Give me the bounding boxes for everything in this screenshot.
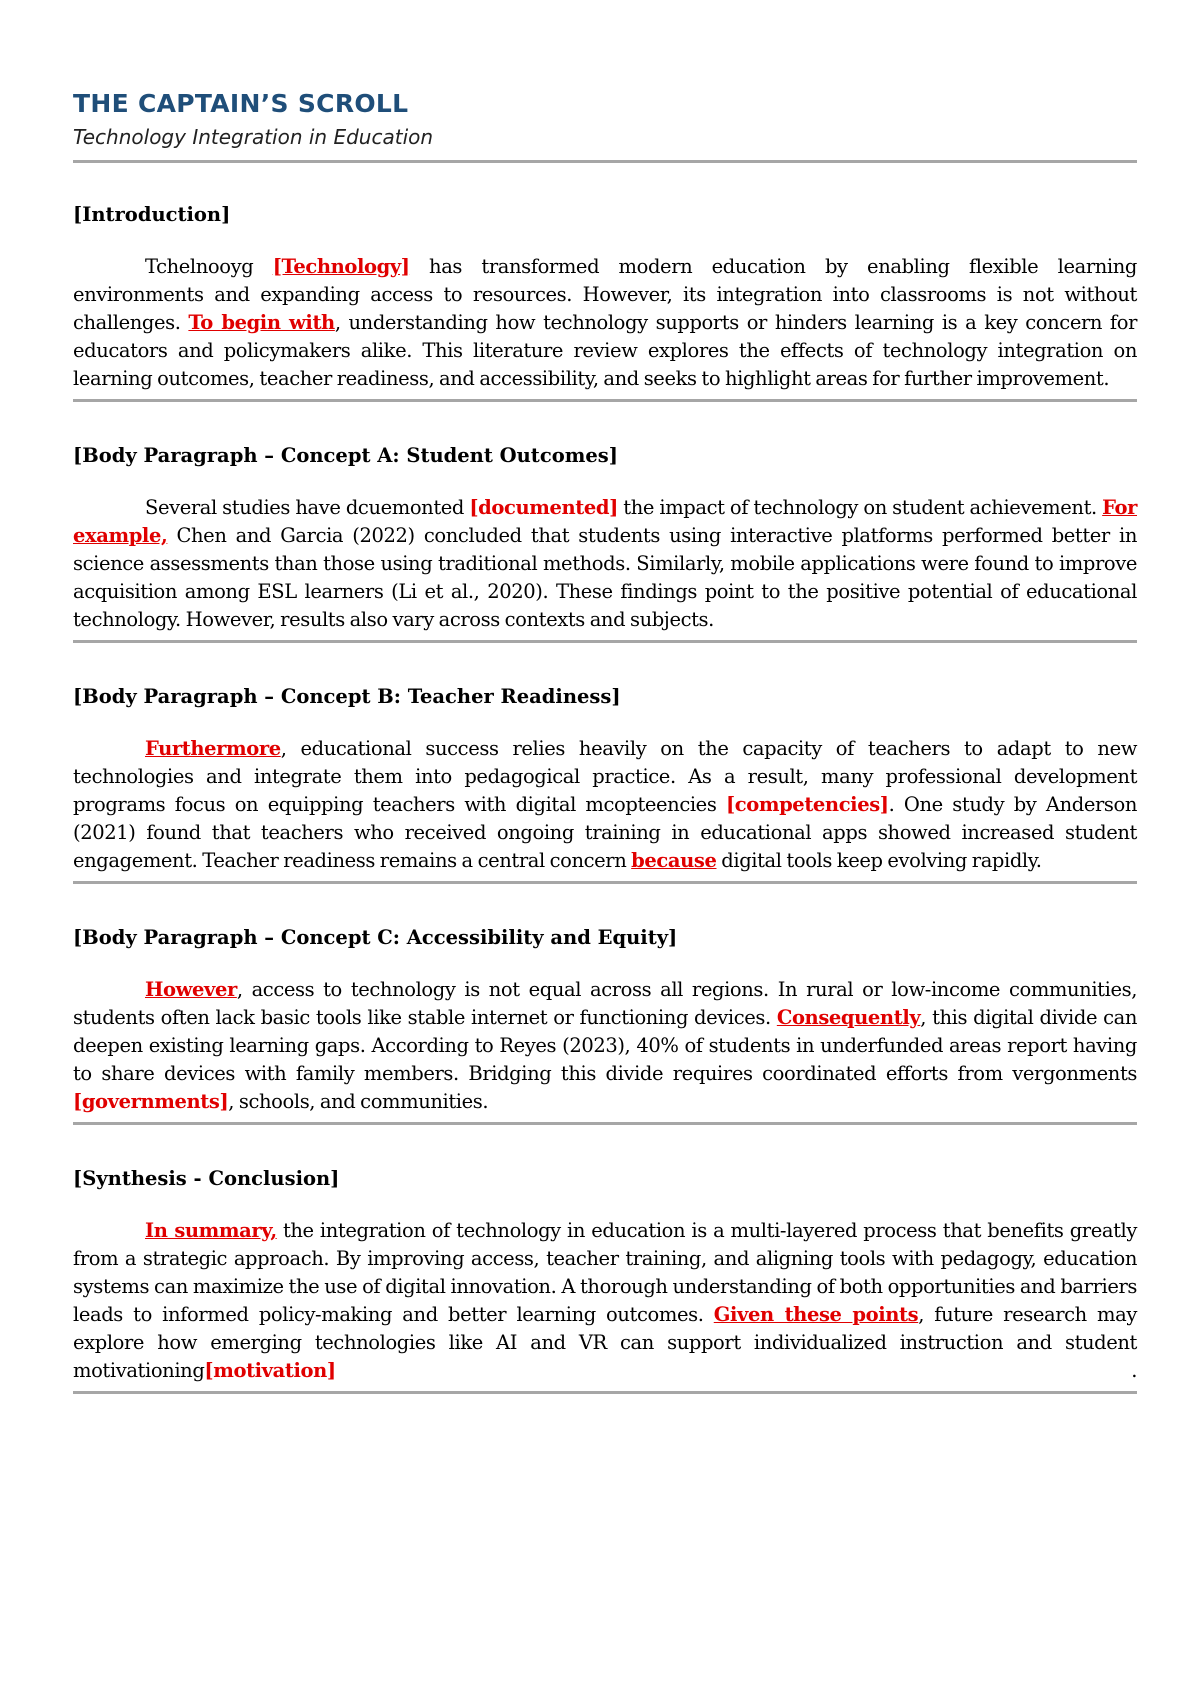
section-divider (73, 881, 1137, 884)
section-heading: [Body Paragraph – Concept B: Teacher Readiness] (73, 685, 621, 708)
section-4 (73, 924, 1137, 1125)
paragraph-text: . (335, 1359, 1137, 1382)
section-3 (73, 683, 1137, 884)
correction-mark: [competencies] (725, 793, 889, 816)
document-title: THE CAPTAIN’S SCROLL (73, 89, 409, 118)
paragraph-text: the integration of technology in education is a multi-layered process that benefits greatly from a strategic approach. By improving access, teacher training, and aligning tools with pedagogy, education systems can maximize the use of digital innovation. A thorough understanding of both opportunities and barriers leads to informed policy-making and better learning outcomes. (73, 1219, 1137, 1326)
document-subtitle: Technology Integration in Education (73, 125, 434, 149)
correction-mark: However (145, 978, 237, 1001)
section-heading: [Body Paragraph – Concept A: Student Outcomes] (73, 444, 618, 467)
correction-mark: In summary, (145, 1219, 277, 1242)
title-divider (73, 160, 1137, 163)
correction-mark: [documented] (469, 496, 618, 519)
paragraph-text: , understanding how technology supports or hinders learning is a key concern for educators and policymakers alike. This literature review explores the effects of technology integration on learning outcomes, teacher readiness, and accessibility, and seeks to highlight areas for further improvement. (73, 311, 1137, 390)
paragraph-text: , schools, and communities. (228, 1090, 489, 1113)
section-divider (73, 399, 1137, 402)
correction-mark: Given these points (713, 1303, 919, 1326)
paragraph-text: , educational success relies heavily on the capacity of teachers to adapt to new technologies and integrate them into pedagogical practice. As a result, many professional development programs focus on equipping teachers with digital mcopteencies (73, 737, 1137, 816)
correction-mark: [governments] (73, 1090, 229, 1113)
section-paragraph (73, 735, 1137, 875)
section-heading: [Introduction] (73, 203, 231, 226)
section-divider (73, 1122, 1137, 1125)
paragraph-text: the impact of technology on student achievement. (617, 496, 1103, 519)
section-5 (73, 1165, 1137, 1394)
section-divider (73, 1391, 1137, 1394)
section-1 (73, 201, 1137, 402)
correction-mark: because (631, 849, 717, 872)
paragraph-text: Tchelnooyg (145, 255, 273, 278)
document-page (73, 88, 1137, 1394)
paragraph-text: Chen and Garcia (2022) concluded that students using interactive platforms performed better in science assessments than those using traditional methods. Similarly, mobile applications were found to improve acquisition among ESL learners (Li et al., 2020). These findings point to the positive potential of educational technology. However, results also vary across contexts and subjects. (73, 524, 1137, 631)
paragraph-text: , future research may explore how emerging technologies like AI and VR can support individualized instruction and student motivationing (73, 1303, 1137, 1382)
section-divider (73, 640, 1137, 643)
section-heading: [Body Paragraph – Concept C: Accessibility and Equity] (73, 926, 678, 949)
paragraph-text: , this digital divide can deepen existing learning gaps. According to Reyes (2023), 40% of students in underfunded areas report having to share devices with family members. Bridging this divide requires coordinated efforts from vergonments (73, 1006, 1138, 1085)
correction-mark: To begin with (188, 311, 335, 334)
section-paragraph (73, 976, 1137, 1116)
correction-mark: Consequently (776, 1006, 921, 1029)
correction-mark: [motivation] (204, 1359, 336, 1382)
paragraph-text: . One study by Anderson (2021) found that teachers who received ongoing training in educational apps showed increased student engagement. Teacher readiness remains a central concern (73, 793, 1137, 872)
paragraph-text: digital tools keep evolving rapidly. (716, 849, 1042, 872)
sections-container (73, 201, 1137, 1394)
section-paragraph (73, 1217, 1137, 1385)
paragraph-text: has transformed modern education by enabling flexible learning environments and expanding access to resources. However, its integration into classrooms is not without challenges. (73, 255, 1138, 334)
correction-mark: Furthermore (145, 737, 281, 760)
correction-mark: For example, (73, 496, 1137, 547)
correction-mark: [Technology] (272, 255, 410, 278)
section-paragraph (73, 494, 1137, 634)
section-paragraph (73, 253, 1137, 393)
paragraph-text: , access to technology is not equal across all regions. In rural or low-income communities, students often lack basic tools like stable internet or functioning devices. (73, 978, 1137, 1029)
section-2 (73, 442, 1137, 643)
section-heading: [Synthesis - Conclusion] (73, 1167, 340, 1190)
paragraph-text: Several studies have dcuemonted (145, 496, 470, 519)
